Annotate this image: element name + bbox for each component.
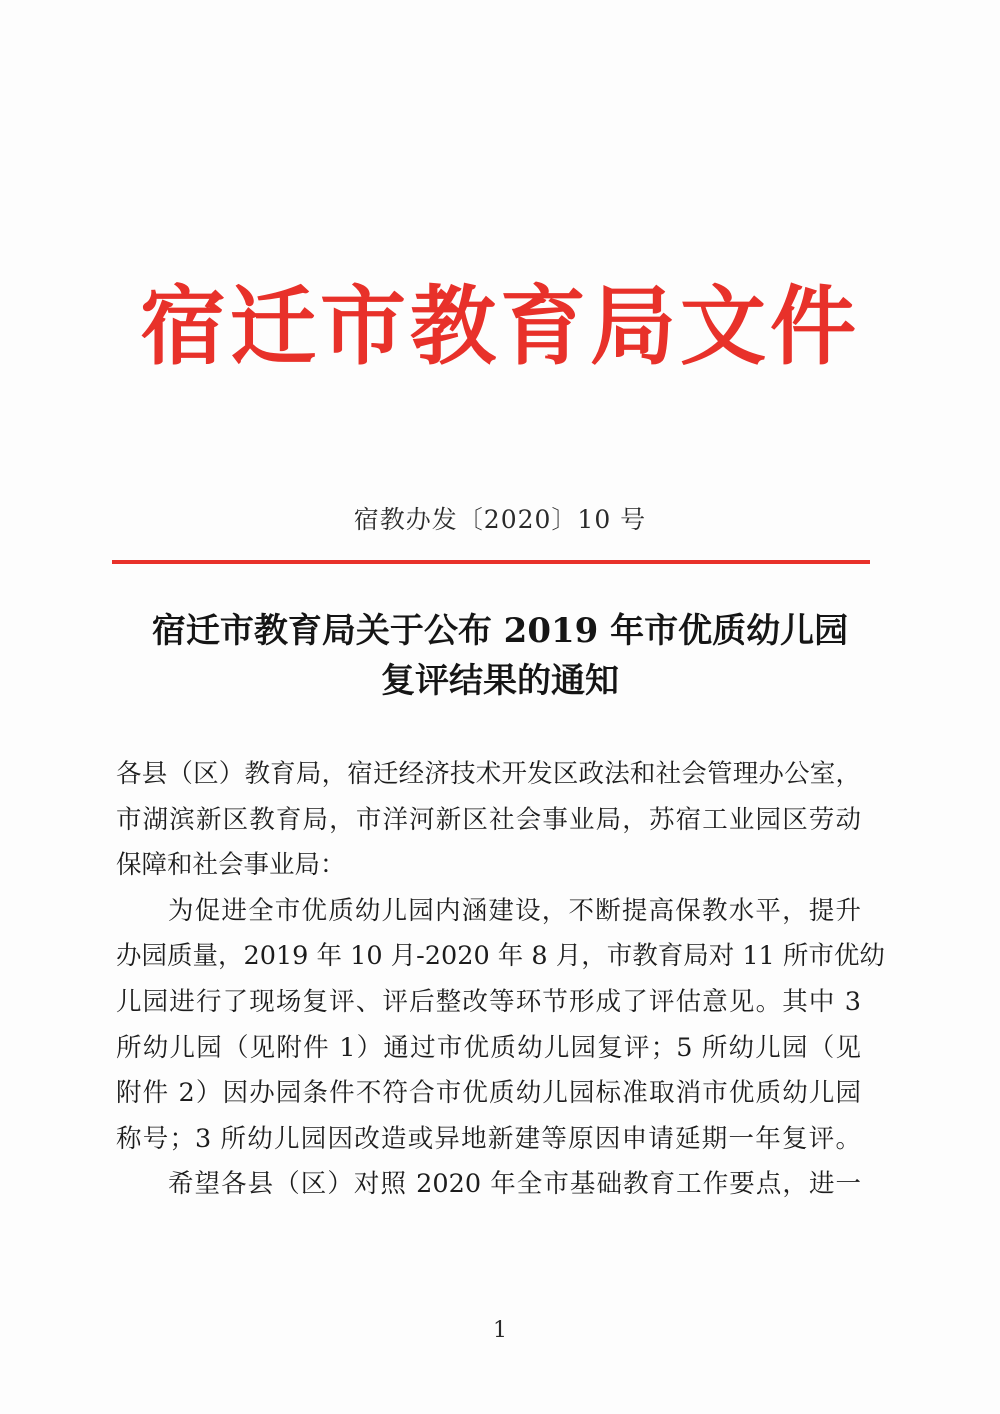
- addressee-line-3: 保障和社会事业局：: [116, 850, 346, 881]
- notice-title-line-2: 复评结果的通知: [381, 661, 619, 701]
- paragraph-1-line-1: 为促进全市优质幼儿园内涵建设，不断提高保教水平，提升: [168, 895, 861, 926]
- paragraph-1-line-6: 称号；3 所幼儿园因改造或异地新建等原因申请延期一年复评。: [116, 1123, 861, 1154]
- paragraph-1-line-4: 所幼儿园（见附件 1）通过市优质幼儿园复评；5 所幼儿园（见: [116, 1032, 861, 1063]
- paragraph-1-line-5: 附件 2）因办园条件不符合市优质幼儿园标准取消市优质幼儿园: [116, 1078, 861, 1109]
- notice-title: [100, 606, 900, 706]
- paragraph-2-line-1: 希望各县（区）对照 2020 年全市基础教育工作要点，进一: [168, 1169, 861, 1200]
- page-number: 1: [493, 1318, 507, 1343]
- paragraph-1-line-2: 办园质量，2019 年 10 月-2020 年 8 月，市教育局对 11 所市优幼: [116, 941, 885, 972]
- red-divider-line: [112, 560, 870, 564]
- notice-title-line-1: 宿迁市教育局关于公布 2019 年市优质幼儿园: [151, 611, 849, 651]
- paragraph-1-line-3: 儿园进行了现场复评、评后整改等环节形成了评估意见。其中 3: [116, 986, 861, 1017]
- masthead-title: 宿迁市教育局文件: [140, 277, 860, 377]
- addressee-line-1: 各县（区）教育局，宿迁经济技术开发区政法和社会管理办公室，: [116, 759, 861, 789]
- notice-body: [116, 752, 885, 1208]
- document-number: 宿教办发〔2020〕10 号: [353, 505, 647, 534]
- addressee-line-2: 市湖滨新区教育局，市洋河新区社会事业局，苏宿工业园区劳动: [116, 804, 861, 835]
